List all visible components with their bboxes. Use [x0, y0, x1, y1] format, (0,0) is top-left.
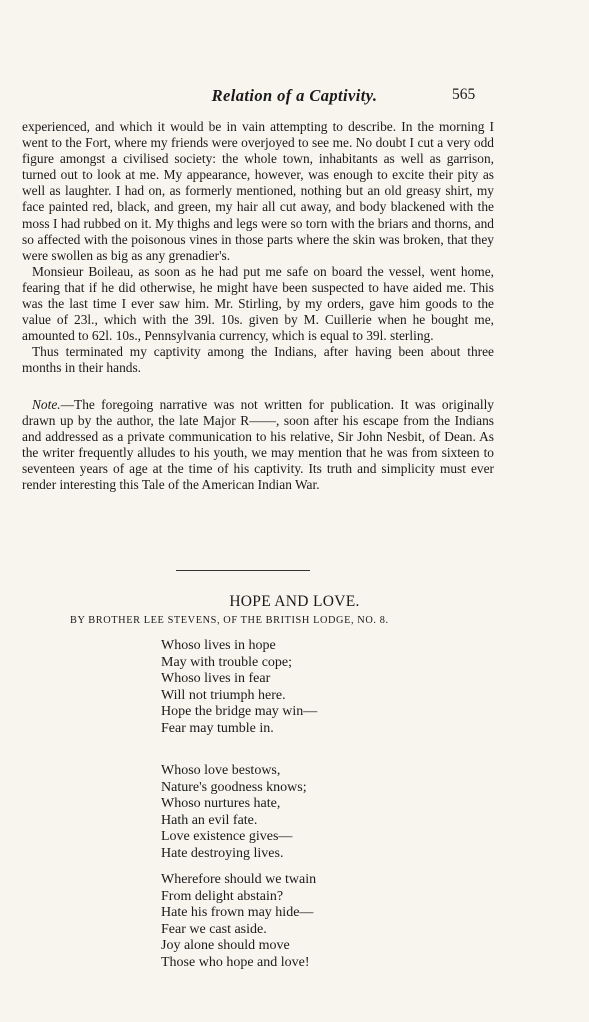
editor-note — [22, 397, 494, 494]
poem-line: Hate destroying lives. — [161, 845, 284, 861]
poem-line: Whoso lives in hope — [161, 638, 276, 653]
section-divider — [176, 570, 310, 571]
poem-line: Fear may tumble in. — [161, 720, 274, 736]
poem-stanza-3 — [161, 872, 461, 971]
poem-line: Hate his frown may hide— — [161, 905, 314, 920]
poem-line: Hath an evil fate. — [161, 812, 258, 828]
poem-line: May with trouble cope; — [161, 654, 293, 670]
poem-line: Joy alone should move — [161, 938, 290, 953]
page-number: 565 — [452, 86, 476, 103]
running-header-title: Relation of a Captivity. — [211, 86, 378, 105]
poem-line: Wherefore should we twain — [161, 872, 317, 887]
poem-title: HOPE AND LOVE. — [229, 593, 360, 610]
poem-line: Whoso nurtures hate, — [161, 796, 281, 811]
poem-byline: BY BROTHER LEE STEVENS, OF THE BRITISH LODGE, NO. 8. — [70, 615, 389, 626]
poem-line: Nature's goodness knows; — [161, 779, 307, 795]
poem-line: Whoso lives in fear — [161, 671, 271, 686]
poem-line: Fear we cast aside. — [161, 921, 267, 937]
poem-line: Those who hope and love! — [161, 954, 310, 970]
poem-line: From delight abstain? — [161, 888, 284, 904]
poem-line: Will not triumph here. — [161, 687, 286, 703]
paragraph-3: Thus terminated my captivity among the Indians, after having been about three months in their hands. — [22, 344, 494, 376]
narrative-text — [22, 119, 494, 377]
poem-stanza-2 — [161, 763, 461, 862]
note-label: Note. — [32, 397, 61, 412]
paragraph-2: Monsieur Boileau, as soon as he had put me safe on board the vessel, went home, fearing that if he did otherwise, he might have been suspected to have aided me. This was the last time I ever saw him. Mr. Stirling, by my orders, gave him goods to the value of 23l., which with the 39l. 10s. given by M. Cuillerie when he bought me, amounted to 62l. 10s., Pennsylvania currency, which is equal to 39l. sterling. — [22, 263, 494, 344]
poem-line: Love existence gives— — [161, 829, 293, 844]
note-text: —The foregoing narrative was not written for publication. It was originally drawn up by the author, the late Major R——, soon after his escape from the Indians and addressed as a private communication to his relative, Sir John Nesbit, of Dean. As the writer frequently alludes to his youth, we may mention that he was from sixteen to seventeen years of age at the time of his captivity. Its truth and simplicity must ever render interesting this Tale of the American Indian War. — [22, 397, 494, 493]
poem-stanza-1 — [161, 638, 461, 737]
poem-line: Whoso love bestows, — [161, 763, 281, 778]
paragraph-1: experienced, and which it would be in vain attempting to describe. In the morning I went to the Fort, where my friends were overjoyed to see me. No doubt I cut a very odd figure amongst a civilised society: the whole town, inhabitants as well as garrison, turned out to look at me. My appearance, however, was enough to excite their pity as well as laughter. I had on, as formerly mentioned, nothing but an old greasy shirt, my face painted red, black, and green, my hair all cut away, and body blackened with the moss I had rubbed on it. My thighs and legs were so torn with the briars and thorns, and so affected with the poisonous vines in those parts where the skin was broken, that they were swollen as big as any grenadier's. — [22, 119, 494, 263]
poem-line: Hope the bridge may win— — [161, 704, 318, 719]
